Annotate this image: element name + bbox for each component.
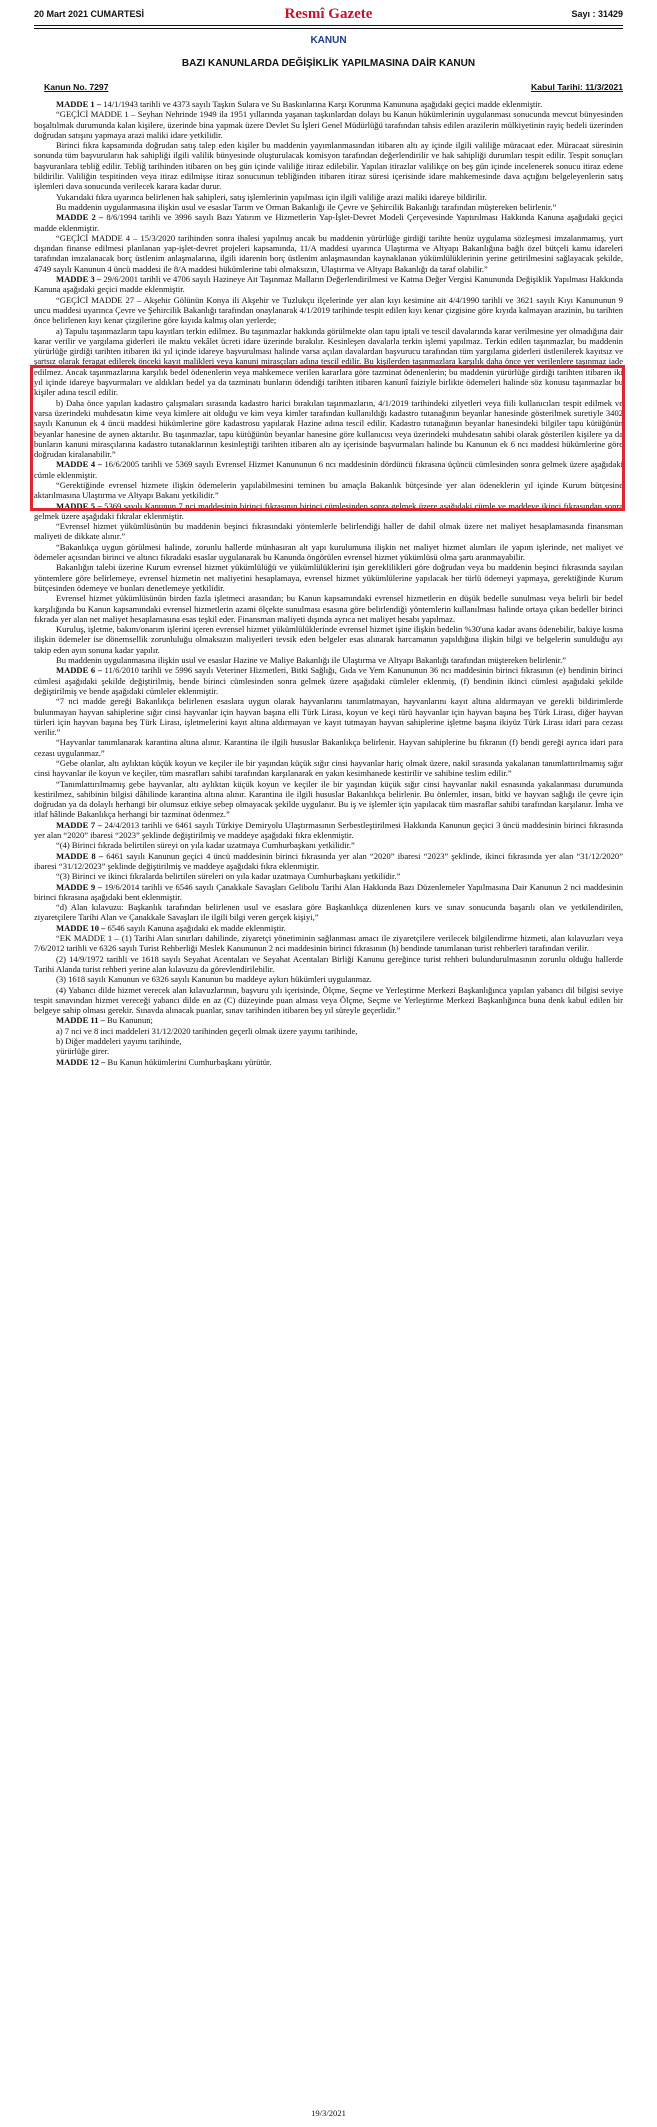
law-paragraph [34,954,623,975]
paragraph-text: (4) Yabancı dilde hizmet verecek alan kılavuzlarının, başvuru yılı içerisinde, Ölçme, Seçme ve Yerleştirme Merkezi Başkanlığınca yapılan yabancı dil bilgisi seviye tespit sınavından hizmet vereceği yabancı dilde en az (C) düzeyinde puan alması veya Ölçme, Seçme ve Yerleştirme Merkezi Başkanlığınca buna denk kabul edilen bir belgeye sahip olması gerekir. Sınavda alınacak puanlar, sınav tarihinden itibaren beş yıl süreyle geçerlidir.” [34,984,623,1016]
paragraph-text: 16/6/2005 tarihli ve 5369 sayılı Evrensel Hizmet Kanununun 6 ncı maddesinin dördüncü fıkrasına üçüncü cümlesinden sonra gelmek üzere aşağıdaki cümle eklenmiştir. [34,459,623,480]
document-title: BAZI KANUNLARDA DEĞİŞİKLİK YAPILMASINA DAİR KANUN [181,58,476,69]
paragraph-text: 11/6/2010 tarihli ve 5996 sayılı Veteriner Hizmetleri, Bitki Sağlığı, Gıda ve Yem Kanununun 36 ncı maddesinin birinci fıkrasının (e) bendinin birinci cümlesi aşağıdaki şekilde değiştirilmiş, bende birinci cümlesinden sonra gelmek üzere aşağıdaki cümleler eklenmiş, (f) bendinin ikinci cümlesi aşağıdaki şekilde değiştirilmiş ve bende aşağıdaki cümleler eklenmiştir. [34,665,623,696]
article-heading: MADDE 8 – [56,850,104,861]
law-paragraph [34,871,623,881]
article-paragraph [34,274,623,295]
section-label: KANUN [310,35,347,46]
paragraph-text: “Gebe olanlar, altı aylıktan küçük koyun ve keçiler ile bir yaşından küçük sığır cinsi hayvanlar hariç olmak üzere, nakil sırasında yakalanan tanımlattırılmamış sığır cinsi hayvanlar ile koyun ve keçiler, tüm masrafları sahibi tarafından karşılanarak en yakın kesimhanede kestirilir ve sahibine teslim edilir.” [34,758,623,779]
paragraph-text: 19/6/2014 tarihli ve 6546 sayılı Çanakkale Savaşları Gelibolu Tarihi Alan Hakkında Bazı Düzenlemeler Yapılmasına Dair Kanunun 2 nci maddesinin birinci fıkrasına aşağıdaki bent eklenmiştir. [34,881,623,902]
paragraph-text: a) 7 nci ve 8 inci maddeleri 31/12/2020 tarihinden geçerli olmak üzere yayımı tarihinde, [56,1025,358,1036]
law-paragraph [34,758,623,779]
paragraph-text: b) Daha önce yapılan kadastro çalışmaları sırasında kadastro harici bırakılan taşınmazların, 4/1/2019 tarihindeki zilyetleri veya fiili kullanıcıları tespit edilmek ve varsa üzerindeki muhdesatın kime veya kimlere ait olduğu ve kim veya kimler tarafından kullanıldığı kadastro tutanağının beyanlar hanesinde gösterilmek suretiyle 3402 sayılı Kanunun ek 4 üncü maddesi hükümlerine göre kadastrosu yapılarak Hazine adına tescil edilir. Kadastro tutanağının beyanlar hanesindeki bilgiler tapu kütüğünün beyanlar hanesine de aynen aktarılır. Bu taşınmazlar, tapu kütüğünün beyanlar hanesine göre kullanıcısı veya üzerindeki muhdesatın sahibi olarak gösterilen kişilere ya da bunların kanuni mirasçılarına kadastro tutanaklarının kesinleştiği tarihten itibaren altı ay içerisinde başvurmaları halinde bu Kanunun ek 6 ncı maddesi hükümlerine göre doğrudan kiralanabilir.” [34,397,623,460]
law-paragraph [34,655,623,665]
law-body [34,99,623,1067]
paragraph-text: Bakanlığın talebi üzerine Kurum evrensel hizmet yükümlülüğü ve yükümlülüklerini işin gereklilikleri göre doğrudan veya bu maddenin beşinci fıkrasında sayılan yöntemlere göre belirlemeye, evrensel hizmetin net maliyetini hesaplamaya, evrensel hizmet yükümlülerine yapılacak her türlü ödemeyi yapmaya, gerektiğinde Kurum bütçesinden ödemeye ve bunları denetlemeye yetkilidir. [34,562,623,593]
article-heading: MADDE 11 – [56,1015,105,1026]
paragraph-text: yürürlüğe girer. [56,1046,110,1057]
article-heading: MADDE 12 – [56,1056,106,1067]
paragraph-text: “Tanımlattırılmamış gebe hayvanlar, altı aylıktan küçük koyun ve keçiler ile bir yaşından küçük sığır cinsi hayvanlar nakil esnasında yakalanması durumunda kestirilmez, sahibinin bilgisi dâhilinde karantina altına alınır. Karantina ile ilgili hususlar Bakanlıkça belirlenir. Bu önlemler, insan, bitki ve hayvan sağlığı ile çevre için doğrudan ya da dolaylı herhangi bir olumsuz etkiye sebep olmayacak şekilde uygulanır. Bu iş ve işlemler için yapılacak tüm masraflar sahibi tarafından karşılanır. İmha ve itlaf hâlinde Bakanlıkça herhangi bir tazminat ödenmez.” [34,778,623,820]
paragraph-text: “GEÇİCİ MADDE 27 – Akşehir Gölünün Konya ili Akşehir ve Tuzlukçu ilçelerinde yer alan kıyı kesimine ait 4/4/1990 tarihli ve 3621 sayılı Kıyı Kanununun 9 uncu maddesi uyarınca Çevre ve Şehircilik Bakanlığı tarafından onaylanarak 4/1/2019 tarihinde tespit edilen kıyı kenar çizgisine göre kıyıda kalmayan arazinin, bu tarihten önce belirlenen kıyı kenar çizgilerine göre kıyıda kalmış olan yerlerde; [34,294,623,326]
paragraph-text: “GEÇİCİ MADDE 1 – Seyhan Nehrinde 1949 ila 1951 yıllarında yaşanan taşkınlardan dolayı bu Kanun hükümlerinin uygulanması sonucunda mevcut bünyesinden boşaltılmak durumunda kalan kişilere, üzerinde bina yapmak üzere Devlet Su İşleri Genel Müdürlüğü tarafından tahsis edilen arazilerin mülkiyetinin rayiç bedeli üzerinden doğrudan satışını yapmaya arazi maliki idare yetkilidir. [34,109,623,140]
paragraph-text: Birinci fıkra kapsamında doğrudan satış talep eden kişiler bu maddenin yayımlanmasından itibaren altı ay içinde ilgili valiliğe müracaat eder. Müracaat süresinin sonunda tüm başvuruların hak sahipliği ilgili valilik bünyesinde oluşturulacak komisyon tarafından değerlendirilir ve hak sahipliği durumları tespit edilir. Tespit sonuçları başvuranlara tebliğ edilir. Tebliğ tarihinden itibaren on beş gün içinde valiliğe itiraz edilebilir. Yapılan itirazlar valilikçe on beş gün içinde incelenerek sonucu itiraz edene bildirilir. Valiliğin tespitinden veya itiraz edilmişse itiraz sonucunun tebliğinden itibaren itiraz süresi içerisinde idare mahkemesinde dava açtığını belgeleyenlerin satış işlemleri dava sonucunda verilecek karara kadar durur. [34,140,623,192]
paragraph-text: “Hayvanlar tanımlanarak karantina altına alınır. Karantina ile ilgili hususlar Bakanlıkça belirlenir. Hayvan sahiplerine bu fıkranın (f) bendi gereği ayrıca idari para cezası uygulanmaz.” [34,737,623,758]
paragraph-text: 8/6/1994 tarihli ve 3996 sayılı Bazı Yatırım ve Hizmetlerin Yap-İşlet-Devret Modeli Çerçevesinde Yaptırılması Hakkında Kanuna aşağıdaki geçici madde eklenmiştir. [34,212,623,233]
paragraph-text: “GEÇİCİ MADDE 4 – 15/3/2020 tarihinden sonra ihalesi yapılmış ancak bu maddenin yürürlüğe girdiği tarihte henüz uygulama sözleşmesi imzalanmamış, yurt dışından finanse edilmesi planlanan yap-işlet-devret projeleri kapsamında, 11/A maddesi uyarınca Ulaştırma ve Altyapı Bakanlığına bağlı özel bütçeli kamu idareleri tarafından imzalanacak borç üstlenim anlaşmalarına, ilgili idarenin borç üstlenim anlaşmasından kaynaklanan yükümlülüklerinin yerine getirilmesini sağlayacak şekilde, 4749 sayılı Kanunun 4 üncü maddesi ile 8/A maddesi hükümlerine tabi olmaksızın, Ulaştırma ve Altyapı Bakanlığı da taraf olabilir.” [34,232,623,274]
footer-date: 19/3/2021 [311,2108,346,2118]
paragraph-text: “d) Alan kılavuzu: Başkanlık tarafından belirlenen usul ve esaslara göre Başkanlıkça düzenlenen kurs ve sınav sonucunda başarılı olan ve yetkilendirilen, ziyaretçilere Tarihi Alan ve Çanakkale Savaşları ile ilgili bilgi veren gerçek kişiyi,” [34,902,623,923]
law-paragraph [34,902,623,923]
article-heading: MADDE 7 – [56,819,102,830]
paragraph-text: “Evrensel hizmet yükümlüsünün bu maddenin beşinci fıkrasındaki yöntemlerle belirlendiği haller de dahil olmak üzere net maliyet hesaplamasında finansman maliyeti de dikkate alınır.” [34,521,623,542]
paragraph-text: “(4) Birinci fıkrada belirtilen süreyi on yıla kadar uzatmaya Cumhurbaşkanı yetkilidir.” [56,840,355,851]
paragraph-text: “7 nci madde gereği Bakanlıkça belirlenen esaslara uygun olarak hayvanlarını tanımlatmayan, hayvanlarını kayıt altına aldırmayan ve gerekli bildirimlerde bulunmayan hayvan sahiplerine sığır cinsi hayvanlar için hayvan başına elli Türk Lirası, koyun ve keçi türü hayvanlar için hayvan başına beş Türk Lirası, diğer hayvan türleri için hayvan başına beş Türk Lirası, işletmelerini kayıt altına aldırmayan ve kayıt tutmayan hayvan sahiplerine işletme başına ikiyüz Türk Lirası idari para cezası verilir.” [34,696,623,738]
header-date: 20 Mart 2021 CUMARTESİ [34,9,145,19]
article-heading: MADDE 6 – [56,665,102,676]
article-heading: MADDE 5 – [56,500,102,511]
paragraph-text: “Gerektiğinde evrensel hizmete ilişkin ödemelerin yapılabilmesini teminen bu amaçla Bakanlık bütçesinde yer alan ödeneklerin yıl içinde Kurum bütçesine aktarılmasına Ulaştırma ve Altyapı Bakanı yetkilidir.” [34,479,623,501]
paragraph-text: Bu maddenin uygulanmasına ilişkin usul ve esaslar Tarım ve Orman Bakanlığı ile Çevre ve Şehircilik Bakanlığı tarafından müştereken belirlenir.” [56,201,557,212]
paragraph-text: (2) 14/9/1972 tarihli ve 1618 sayılı Seyahat Acentaları ve Seyahat Acentaları Birliği Kanunu gereğince turist rehberi bulundurulmasının zorunlu olduğu hallerde Tarihi Alanda turist rehberi yerine alan kılavuzu da görevlendirilebilir. [34,953,623,974]
page-header [34,6,623,24]
paragraph-text: 6546 sayılı Kanuna aşağıdaki ek madde eklenmiştir. [105,922,286,933]
law-paragraph [34,737,623,758]
paragraph-text: a) Tapulu taşınmazların tapu kayıtları terkin edilmez. Bu taşınmazlar hakkında görülmekte olan tapu iptali ve tescil davalarında karar verilmesine yer olmadığına dair karar verilir ve yargılama giderleri ile maktu vekâlet ücreti idare üzerinde bırakılır. Kesinleşen davalarla terkin işlemi yapılmaz. Terkin edilen taşınmazlar, bu maddenin yürürlüğe girdiği tarihten itibaren iki yıl içinde idareye başvurulması halinde varsa açılan davalardan başvurucu tarafından tüm yargılama giderleri üstlenilerek kayıtsız ve şartsız olarak feragat edilerek önceki kayıt malikleri veya kanuni mirasçıları adına tescil edilir. Bu kişilerden taşınmazlara karşılık daha önce yer verilenlere taşınmaz iade edilmez. Ancak taşınmazlarına karşılık bedel ödenenlerin veya mahkemece verilen kararlara göre tazminat ödenenlerin; bu maddenin yürürlüğe girdiği tarihten itibaren iki yıl içinde idareye başvurmaları ve aldıkları bedel ya da tazminatı bunların ödendiği tarihten itibaren kanunî faiziyle birlikte ödemeleri halinde söz konusu taşınmazlar bu kişiler adına tescil edilir. [34,325,623,398]
paragraph-text: (3) 1618 sayılı Kanunun ve 6326 sayılı Kanunun bu maddeye aykırı hükümleri uygulanmaz. [56,974,372,985]
paragraph-text: Bu Kanunun; [104,1015,153,1026]
header-divider [34,25,623,26]
paragraph-text: “(3) Birinci ve ikinci fıkralarda belirtilen süreleri on yıla kadar uzatmaya Cumhurbaşkanı yetkilidir.” [56,871,401,882]
article-heading: MADDE 10 – [56,922,106,933]
issue-number: Sayı : 31429 [571,9,623,19]
law-paragraph [34,624,623,655]
law-paragraph [34,562,623,593]
acceptance-date: Kabul Tarihi: 11/3/2021 [530,82,623,92]
paragraph-text: 24/4/2013 tarihli ve 6461 sayılı Türkiye Demiryolu Ulaştırmasının Serbestleştirilmesi Hakkında Kanunun geçici 3 üncü maddesinin birinci fıkrasında yer alan “2020” ibaresi “2023” şeklinde değiştirilmiş ve maddeye aşağıdaki fıkra eklenmiştir. [34,819,624,841]
article-paragraph [34,882,623,903]
article-paragraph [34,1015,623,1025]
law-paragraph [34,1046,623,1056]
article-paragraph [34,923,623,933]
article-heading: MADDE 1 – [56,99,102,109]
article-paragraph [34,1057,623,1067]
article-heading: MADDE 9 – [56,881,103,892]
article-paragraph [34,820,623,841]
paragraph-text: Bu Kanun hükümlerini Cumhurbaşkanı yürütür. [105,1056,272,1067]
paragraph-text: “Bakanlıkça uygun görülmesi halinde, zorunlu hallerde münhasıran alt yapı kurulumuna ilişkin net maliyet hizmet alımları ile yapım işlerinde, net maliyet ve ödemeler açısından birinci ve altıncı fıkradaki esaslar uygulanarak bu Kanunda öngörülen evrensel hizmet yükümlüsü olma şartı aranmayabilir. [34,541,623,563]
paragraph-text: “EK MADDE 1 – (1) Tarihi Alan sınırları dahilinde, ziyaretçi yönetiminin sağlanması amacı ile ziyaretçilere verilecek bilgilendirme hizmeti, alan kılavuzları veya 7/6/2012 tarihli ve 6326 sayılı Turist Rehberliği Meslek Kanununun 2 nci maddesinin birinci fıkrasının (h) bendinde tanımlanan turist rehberleri tarafından verilir. [34,933,623,954]
paragraph-text: Bu maddenin uygulanmasına ilişkin usul ve esaslar Hazine ve Maliye Bakanlığı ile Ulaştırma ve Altyapı Bakanlığı tarafından müştereken belirlenir.” [56,655,567,666]
law-paragraph [34,192,623,202]
law-paragraph [34,542,623,563]
law-paragraph [34,985,623,1016]
article-heading: MADDE 3 – [56,274,102,285]
law-paragraph [34,480,623,501]
paragraph-text: Kuruluş, işletme, bakım/onarım işlerini içeren evrensel hizmet yükümlülüklerinde evrensel hizmet işine ilişkin bedelin %30'una kadar avans ödenebilir, bakiye kısma ilişkin ödemeler ise dönemsellik zorunluluğu olmaksızın maliyetleri tevsik eden belgeler esas alınarak harcamanın yapıldığına ilişkin bilgi ve belgelerin sunulduğu ayı takip eden ayın sonuna kadar yapılır. [34,624,623,655]
paragraph-text: Yukarıdaki fıkra uyarınca belirlenen hak sahipleri, satış işlemlerinin yapılması için ilgili valiliğe arazi maliki idareye bildirilir. [56,191,487,202]
article-paragraph [34,212,623,233]
law-paragraph [34,326,623,398]
paragraph-text: 6461 sayılı Kanunun geçici 4 üncü maddesinin birinci fıkrasında yer alan “2020” ibaresi “2023” şeklinde, ikinci fıkrasında yer alan “31/12/2020” ibaresi “31/12/2023” şeklinde değiştirilmiş ve maddeye aşağıdaki fıkra eklenmiştir. [34,850,623,871]
paragraph-text: 5369 sayılı Kanunun 7 nci maddesinin birinci fıkrasının birinci cümlesinden sonra gelmek üzere aşağıdaki cümle ve maddeye ikinci fıkrasından sonra gelmek üzere aşağıdaki fıkralar eklenmiştir. [34,500,623,521]
law-paragraph [34,696,623,737]
law-paragraph [34,233,623,274]
law-paragraph [34,109,623,140]
paragraph-text: Evrensel hizmet yükümlüsünün birden fazla işletmeci arasından; bu Kanun kapsamındaki evrensel hizmetlerin en düşük bedelle sunulması veya belirli bir bedel karşılığında bu Kanun kapsamındaki evrensel hizmetlerin azami ölçekte sunulması esasına göre belirlendiği yöntemlerin kullanılması halinde ortaya çıkan bedeller birinci fıkrada yer alan net maliyet hesaplamasına esas teşkil eder. Finansman maliyeti dışında ayrıca net maliyet hesabı yapılmaz. [34,593,623,624]
article-paragraph [34,665,623,696]
article-paragraph [34,459,623,480]
law-paragraph [34,1036,623,1046]
law-paragraph [34,398,623,460]
paragraph-text: 14/1/1943 tarihli ve 4373 sayılı Taşkın Sulara ve Su Baskınlarına Karşı Korunma Kanununa aşağıdaki geçici madde eklenmiştir. [101,99,543,109]
law-paragraph [34,840,623,850]
article-heading: MADDE 2 – [56,212,104,223]
law-paragraph [34,779,623,820]
paragraph-text: 29/6/2001 tarihli ve 4706 sayılı Hazineye Ait Taşınmaz Malların Değerlendirilmesi ve Katma Değer Vergisi Kanununda Değişiklik Yapılması Hakkında Kanuna aşağıdaki geçici madde eklenmiştir. [34,274,624,295]
article-paragraph [34,99,623,109]
article-paragraph [34,851,623,872]
gazette-title: Resmî Gazete [284,6,373,22]
law-paragraph [34,1026,623,1036]
law-paragraph [34,202,623,212]
law-paragraph [34,295,623,326]
law-paragraph [34,974,623,984]
article-heading: MADDE 4 – [56,459,102,470]
law-paragraph [34,593,623,624]
article-paragraph [34,501,623,522]
law-paragraph [34,521,623,542]
paragraph-text: b) Diğer maddeleri yayımı tarihinde, [56,1036,182,1047]
header-divider-thin [34,28,623,29]
law-paragraph [34,933,623,954]
law-number: Kanun No. 7297 [44,82,109,92]
law-paragraph [34,140,623,191]
law-meta [34,82,623,95]
